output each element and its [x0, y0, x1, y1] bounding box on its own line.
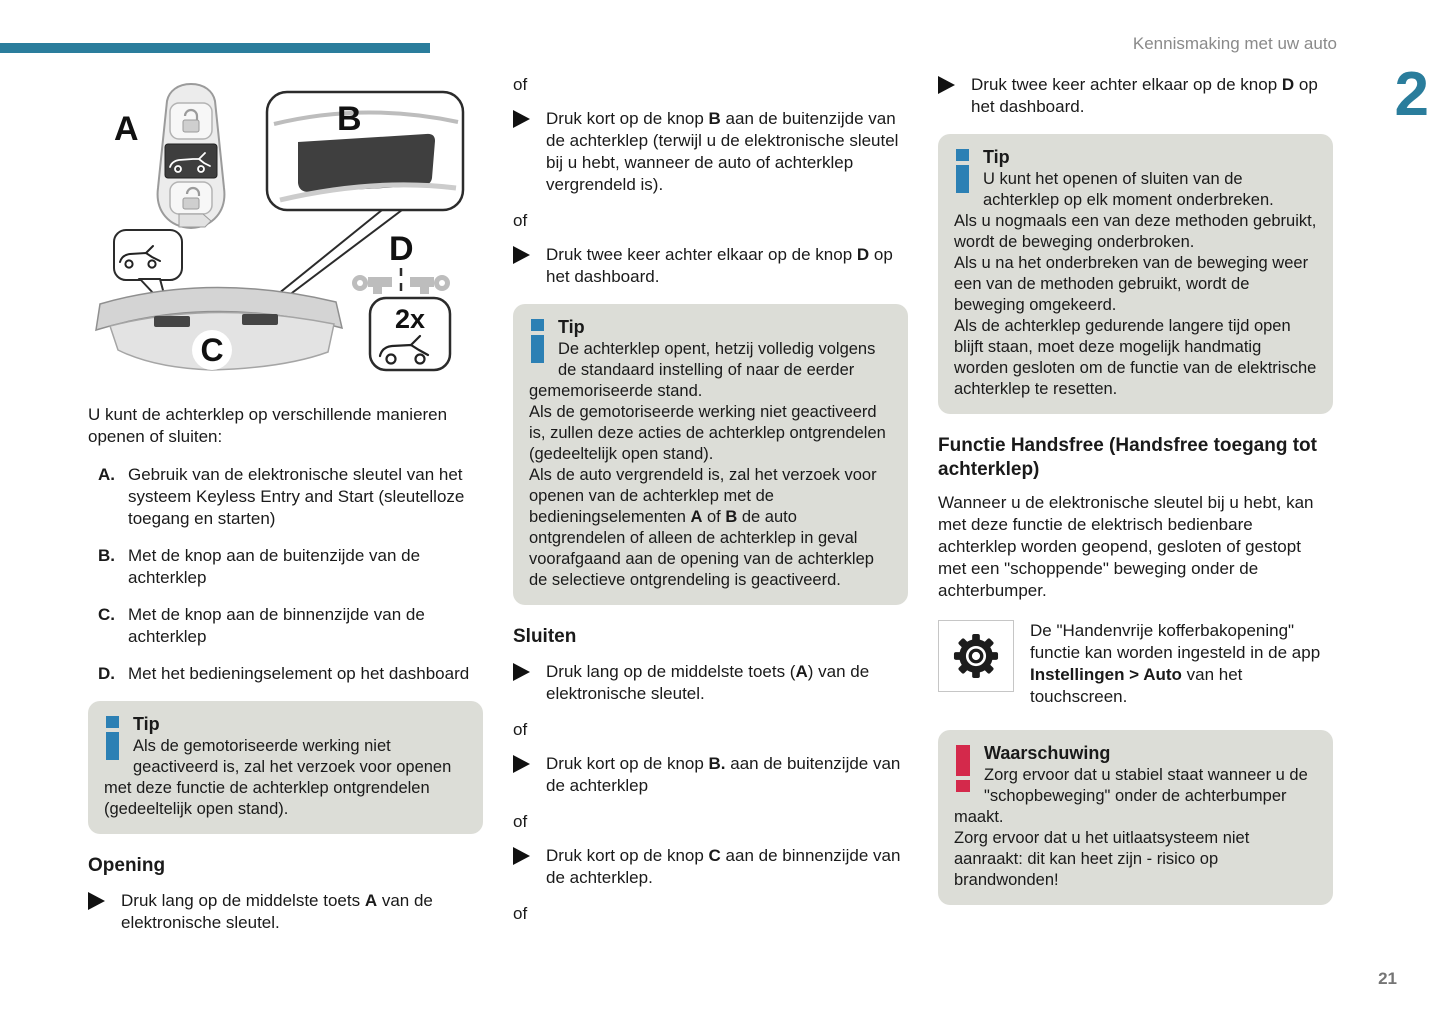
tip-paragraph: Als u nogmaals een van deze methoden gebruikt, wordt de beweging onderbroken.	[954, 212, 1317, 251]
instruction-step	[513, 108, 908, 196]
figure-label-b: B	[337, 100, 362, 138]
list-item	[88, 604, 483, 648]
list-item-label: C.	[98, 605, 115, 624]
step-text: Druk kort op de knop B. aan de buitenzijde van de achterklep	[546, 754, 901, 795]
warning-box	[938, 730, 1333, 905]
page-columns	[88, 66, 1333, 946]
page-number: 21	[1378, 969, 1397, 988]
step-text: Druk twee keer achter elkaar op de knop D op het dashboard.	[546, 245, 893, 286]
gear-icon	[953, 633, 999, 679]
instruction-step	[513, 845, 908, 889]
key-fob-illustration	[158, 84, 225, 228]
warning-title: Waarschuwing	[984, 743, 1111, 763]
instruction-step	[513, 753, 908, 797]
list-item-label: A.	[98, 465, 115, 484]
figure-label-a: A	[114, 110, 139, 148]
step-text: Druk kort op de knop B aan de buitenzijde van de achterklep (terwijl u de elektronische sleutel bij u hebt, wanneer de auto of achterklep vergrendeld is).	[546, 109, 899, 194]
left-column	[88, 66, 483, 946]
intro-text: U kunt de achterklep op verschillende manieren openen of sluiten:	[88, 405, 448, 446]
section-heading-opening: Opening	[88, 855, 166, 876]
step-arrow-icon	[513, 755, 530, 773]
double-press-badge	[370, 298, 450, 370]
step-arrow-icon	[513, 246, 530, 264]
list-item-label: B.	[98, 546, 115, 565]
info-icon	[106, 716, 119, 760]
instruction-step	[513, 661, 908, 705]
warning-icon	[956, 745, 970, 792]
tip-paragraph: Als de gemotoriseerde werking niet geactiveerd is, zullen deze acties de achterklep ontgrendelen (gedeeltelijk open stand).	[529, 403, 886, 463]
tip-title: Tip	[558, 317, 585, 337]
info-icon	[531, 319, 544, 363]
tip-paragraph: Als de achterklep gedurende langere tijd open blijft staan, moet deze mogelijk handmatig worden gesloten om de functie van de elektrische achterklep te resetten.	[954, 317, 1317, 398]
exterior-button-inset	[267, 92, 463, 210]
step-text: Druk kort op de knop C aan de binnenzijde van de achterklep.	[546, 846, 901, 887]
warning-paragraph: Zorg ervoor dat u stabiel staat wanneer u de "schopbeweging" onder de achterbumper maakt.	[954, 766, 1308, 826]
tip-box	[513, 304, 908, 605]
figure-label-d: D	[389, 230, 414, 268]
list-item-text: Met de knop aan de buitenzijde van de achterklep	[128, 546, 421, 587]
tip-box	[88, 701, 483, 834]
instruction-step	[513, 244, 908, 288]
chapter-number: 2	[1394, 60, 1429, 129]
settings-note	[938, 620, 1333, 708]
tip-paragraph: U kunt het openen of sluiten van de achterklep op elk moment onderbreken.	[983, 170, 1274, 209]
or-separator: of	[513, 75, 528, 94]
step-arrow-icon	[513, 663, 530, 681]
list-item-text: Gebruik van de elektronische sleutel van het systeem Keyless Entry and Start (sleutelloze toegang en starten)	[128, 465, 465, 528]
section-heading-handsfree: Functie Handsfree (Handsfree toegang tot achterklep)	[938, 435, 1317, 480]
info-icon	[956, 149, 969, 193]
settings-note-text: De "Handenvrije kofferbakopening" functie kan worden ingesteld in de app Instellingen > Auto van het touchscreen.	[1030, 621, 1321, 706]
step-arrow-icon	[88, 892, 105, 910]
or-separator: of	[513, 720, 528, 739]
list-item-text: Met de knop aan de binnenzijde van de achterklep	[128, 605, 425, 646]
step-text: Druk lang op de middelste toets (A) van de elektronische sleutel.	[546, 662, 870, 703]
middle-column	[513, 66, 908, 946]
tip-paragraph: Als de auto vergrendeld is, zal het verzoek voor openen van de achterklep met de bedieningselementen A of B de auto ontgrendelen of alleen de achterklep in geval voorafgaand aan de opening van de achterklep de selectieve ontgrendeling is geactiveerd.	[529, 466, 877, 589]
list-item-text: Met het bedieningselement op het dashboard	[128, 664, 470, 683]
right-column	[938, 66, 1333, 946]
figure-label-c: C	[200, 332, 224, 368]
page-header-title: Kennismaking met uw auto	[1132, 34, 1337, 53]
or-separator: of	[513, 904, 528, 923]
or-separator: of	[513, 812, 528, 831]
list-item	[88, 663, 483, 685]
list-item	[88, 464, 483, 530]
list-item	[88, 545, 483, 589]
list-item-label: D.	[98, 664, 115, 683]
step-text: Druk lang op de middelste toets A van de elektronische sleutel.	[121, 891, 433, 932]
tip-title: Tip	[133, 714, 160, 734]
top-accent-bar	[0, 43, 430, 53]
step-arrow-icon	[513, 110, 530, 128]
tip-paragraph: Als de gemotoriseerde werking niet geactiveerd is, zal het verzoek voor openen met deze functie de achterklep ontgrendelen (gedeeltelijk open stand).	[104, 737, 452, 818]
step-arrow-icon	[938, 76, 955, 94]
tailgate-figure	[84, 78, 484, 388]
step-text: Druk twee keer achter elkaar op de knop D op het dashboard.	[971, 75, 1318, 116]
or-separator: of	[513, 211, 528, 230]
warning-paragraph: Zorg ervoor dat u het uitlaatsysteem niet aanraakt: dit kan heet zijn - risico op brandwonden!	[954, 829, 1250, 889]
handsfree-text: Wanneer u de elektronische sleutel bij u hebt, kan met deze functie de elektrisch bedienbare achterklep worden geopend, gesloten of gestopt met een "schoppende" beweging onder de achterbumper.	[938, 493, 1314, 600]
instruction-step	[88, 890, 483, 934]
gear-icon-box	[938, 620, 1014, 692]
tip-paragraph: De achterklep opent, hetzij volledig volgens de standaard instelling of naar de eerder gememoriseerde stand.	[529, 340, 876, 400]
section-heading-sluiten: Sluiten	[513, 626, 577, 647]
tip-title: Tip	[983, 147, 1010, 167]
step-arrow-icon	[513, 847, 530, 865]
instruction-step	[938, 74, 1333, 118]
tip-paragraph: Als u na het onderbreken van de beweging weer een van de methoden gebruikt, wordt de beweging omgekeerd.	[954, 254, 1309, 314]
tip-box	[938, 134, 1333, 414]
methods-list	[88, 464, 483, 685]
figure-label-2x: 2x	[394, 304, 426, 334]
